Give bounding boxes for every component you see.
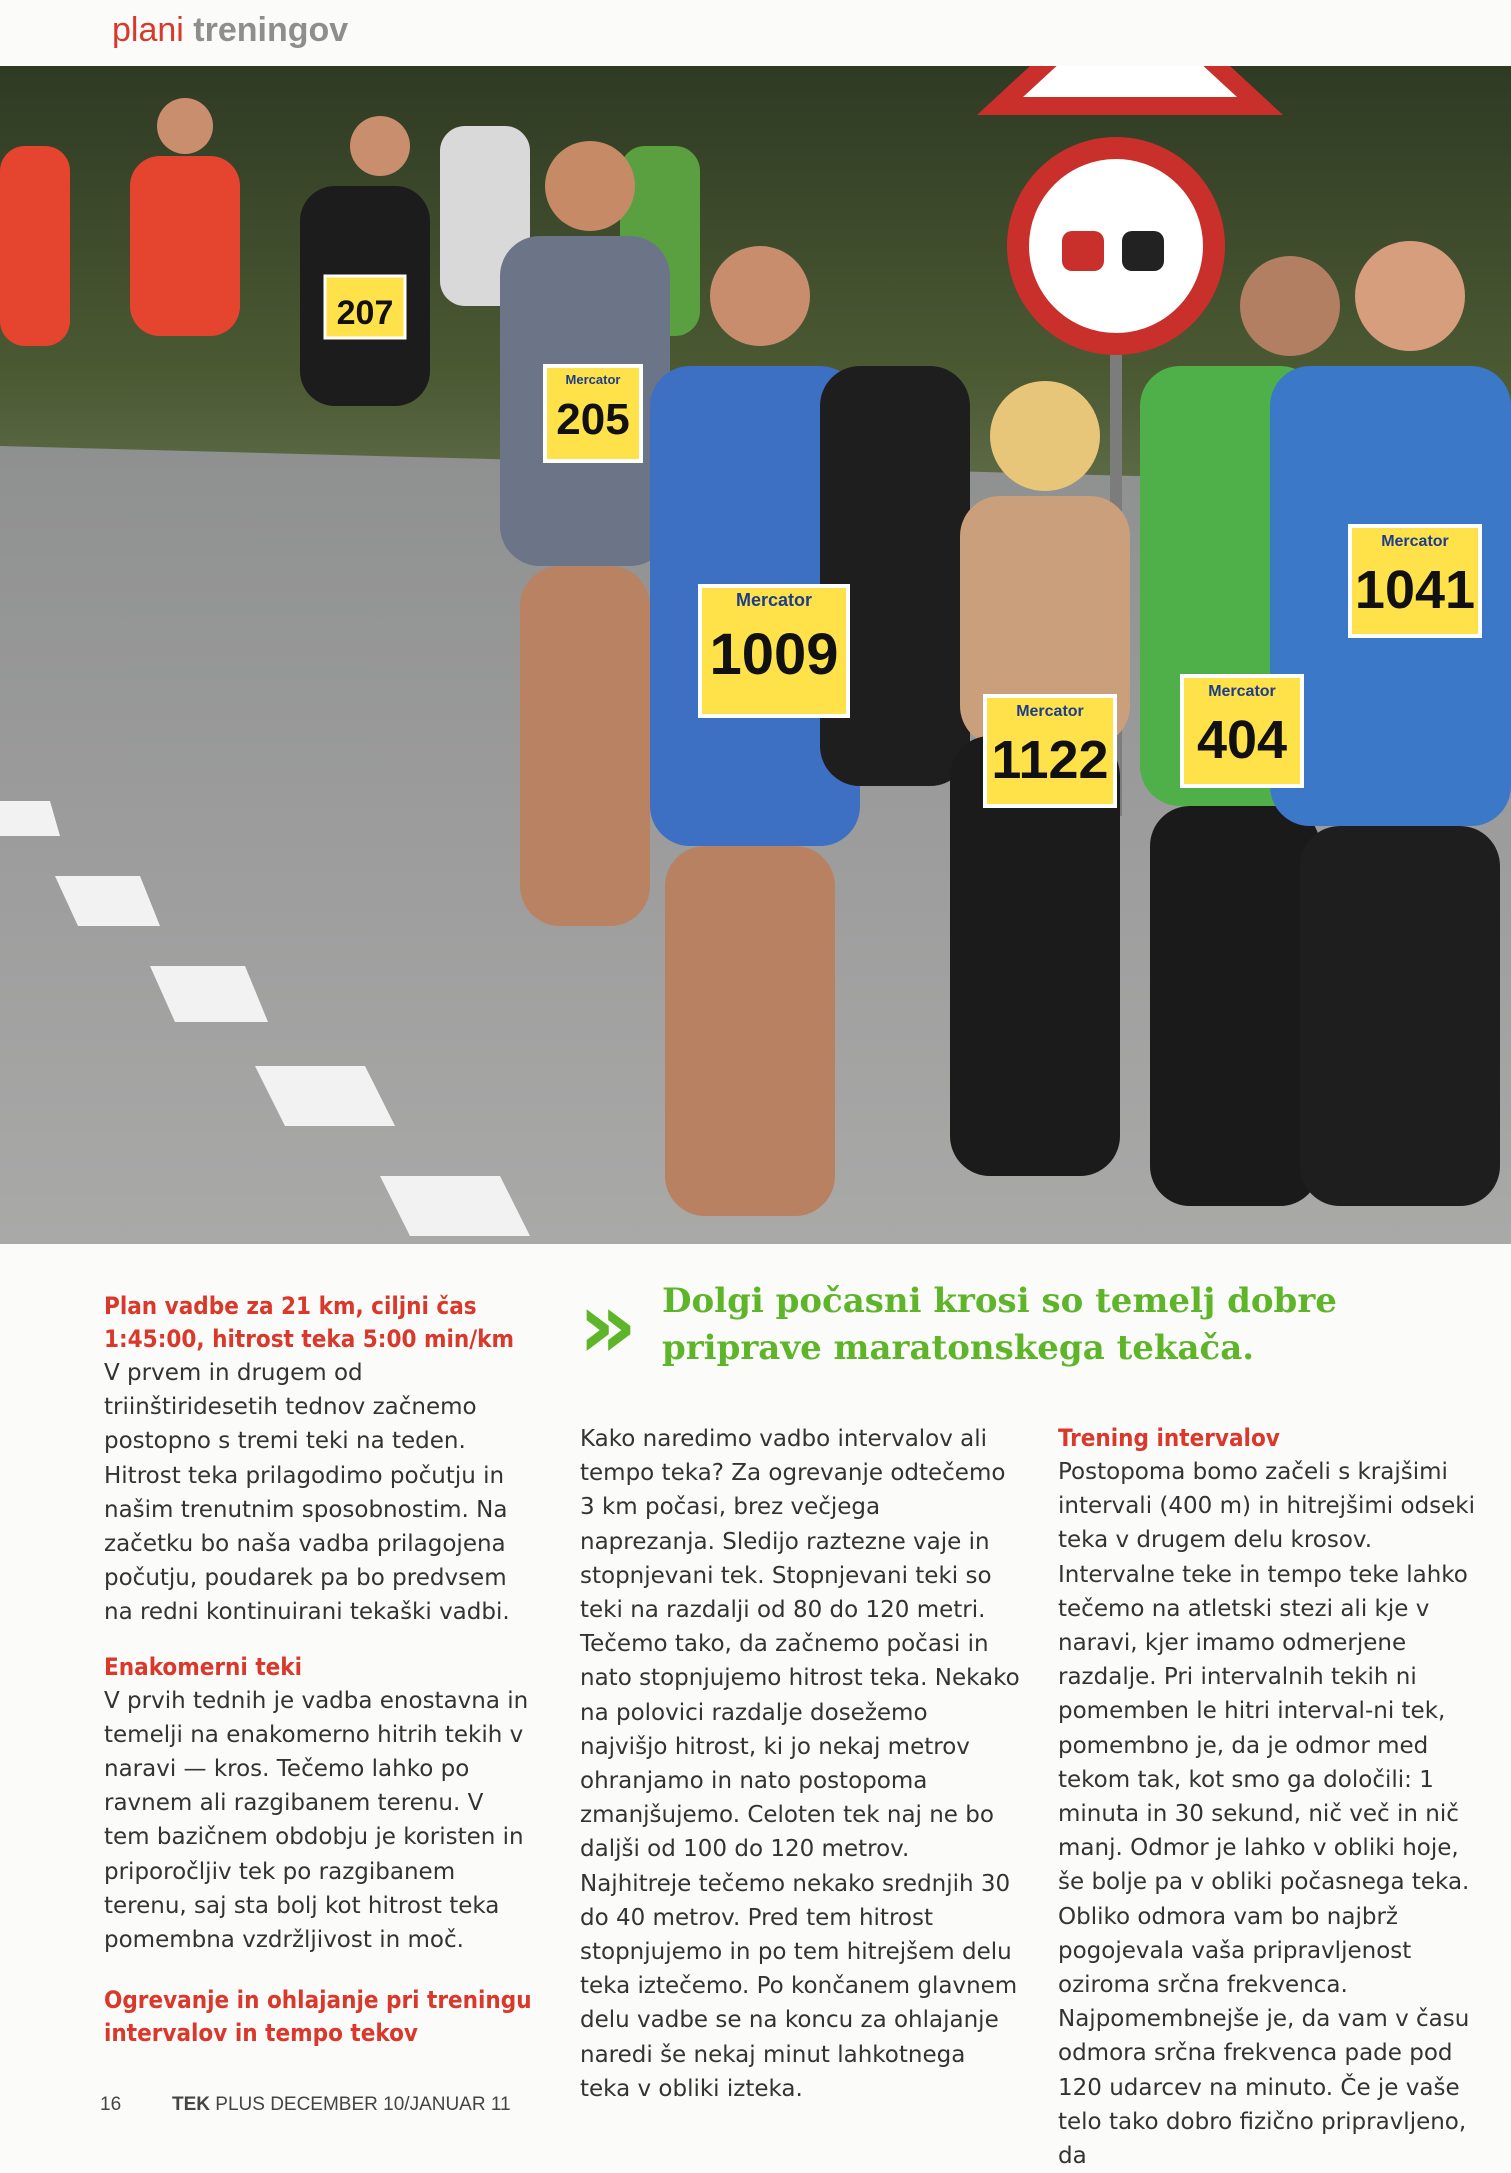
section-header <box>112 4 348 64</box>
magazine-name: TEK <box>172 2094 210 2115</box>
magazine-issue <box>172 2094 511 2115</box>
bib-404-label: Mercator <box>1208 683 1276 700</box>
heading-interval-training: Trening intervalov <box>1058 1424 1280 1452</box>
bib-1041-label: Mercator <box>1381 533 1449 550</box>
magazine-issue-date: PLUS DECEMBER 10/JANUAR 11 <box>210 2094 511 2115</box>
quote-mark-icon: » <box>578 1272 624 1379</box>
runners-photo-illustration <box>0 66 1511 1244</box>
bib-205-number: 205 <box>556 395 630 444</box>
paragraph-intervals-howto: Kako naredimo vadbo intervalov ali tempo teka? Za ogrevanje odtečemo 3 km počasi, brez večjega naprezanja. Sledijo raztezne vaje in stopnjevani tek. Stopnjevani teki so teki na razdalji od 80 do 120 metri. Tečemo tako, da začnemo počasi in nato stopnjujemo hitrost teka. Nekako na polovici razdalje dosežemo najvišjo hitrost, ki jo nekaj metrov ohranjamo in nato postopoma zmanjšujemo. Celoten tek naj ne bo daljši od 100 do 120 metrov. Najhitreje tečemo nekako srednjih 30 do 40 metrov. Pred tem hitrost stopnjujemo in po tem hitrejšem delu teka iztečemo. Po končanem glavnem delu vadbe se na koncu za ohlajanje naredi še nekaj minut lahkotnega teka v obliki izteka. <box>580 1426 1020 2102</box>
bib-1122-label: Mercator <box>1016 703 1084 720</box>
section-header-part2: treningov <box>193 11 349 49</box>
bib-1041 <box>1350 526 1480 636</box>
page-number: 16 <box>100 2094 122 2115</box>
bib-1009 <box>700 586 848 716</box>
bib-205-label: Mercator <box>565 372 621 387</box>
paragraph-steady-runs: V prvih tednih je vadba enostavna in temelji na enakomerno hitrih tekih v naravi — kros. Tečemo lahko po ravnem ali razgibanem terenu. V tem bazičnem obdobju je koristen in priporočljiv tek po razgibanem terenu, saj sta bolj kot hitrost teka pomembna vzdržljivost in moč. <box>104 1687 529 1954</box>
heading-steady-runs: Enakomerni teki <box>104 1652 303 1681</box>
section-header-part1: plani <box>112 11 184 49</box>
paragraph-training-plan: V prvem in drugem od triinštiridesetih tednov začnemo postopno s tremi teki na teden. Hitrost teka prilagodimo počutju in našim trenutnim sposobnostim. Na začetku bo naša vadba prilagojena počutju, poudarek pa bo predvsem na redni kontinuirani tekaški vadbi. <box>104 1360 510 1626</box>
page-footer <box>100 2092 511 2118</box>
bib-404-number: 404 <box>1196 710 1288 770</box>
column-3 <box>1058 1422 1488 2173</box>
pull-quote-text: Dolgi počasni krosi so temelj dobre priprave maratonskega tekača. <box>662 1281 1337 1368</box>
bib-1009-label: Mercator <box>735 590 813 610</box>
bib-205 <box>545 366 641 461</box>
bib-1009-number: 1009 <box>709 622 839 687</box>
column-1 <box>104 1290 536 2050</box>
bib-404 <box>1182 676 1302 786</box>
bib-207-number: 207 <box>336 294 394 332</box>
column-2 <box>580 1422 1020 2106</box>
runners-photo <box>0 66 1511 1244</box>
heading-training-plan: Plan vadbe za 21 km, ciljni čas 1:45:00, hitrost teka 5:00 min/km <box>104 1292 515 1353</box>
bib-1041-number: 1041 <box>1354 560 1476 620</box>
heading-warmup-cooldown: Ogrevanje in ohlajanje pri treningu intervalov in tempo tekov <box>104 1986 532 2048</box>
bib-207 <box>325 276 405 338</box>
paragraph-interval-training: Postopoma bomo začeli s krajšimi intervali (400 m) in hitrejšimi odseki teka v drugem delu krosov. Intervalne teke in tempo teke lahko tečemo na atletski stezi ali kje v naravi, kjer imamo odmerjene razdalje. Pri intervalnih tekih ni pomemben le hitri interval-ni tek, pomembno je, da je odmor med tekom tak, kot smo ga določili: 1 minuta in 30 sekund, nič več in nič manj. Odmor je lahko v obliki hoje, še bolje pa v obliki počasnega teka. Obliko odmora vam bo najbrž pogojevala vaša pripravljenost oziroma srčna frekvenca. Najpomembnejše je, da vam v času odmora srčna frekvenca pade pod 120 udarcev na minuto. Če je vaše telo tako dobro fizično pripravljeno, da <box>1058 1459 1476 2170</box>
bib-1122 <box>985 696 1115 806</box>
bib-1122-number: 1122 <box>991 730 1109 790</box>
